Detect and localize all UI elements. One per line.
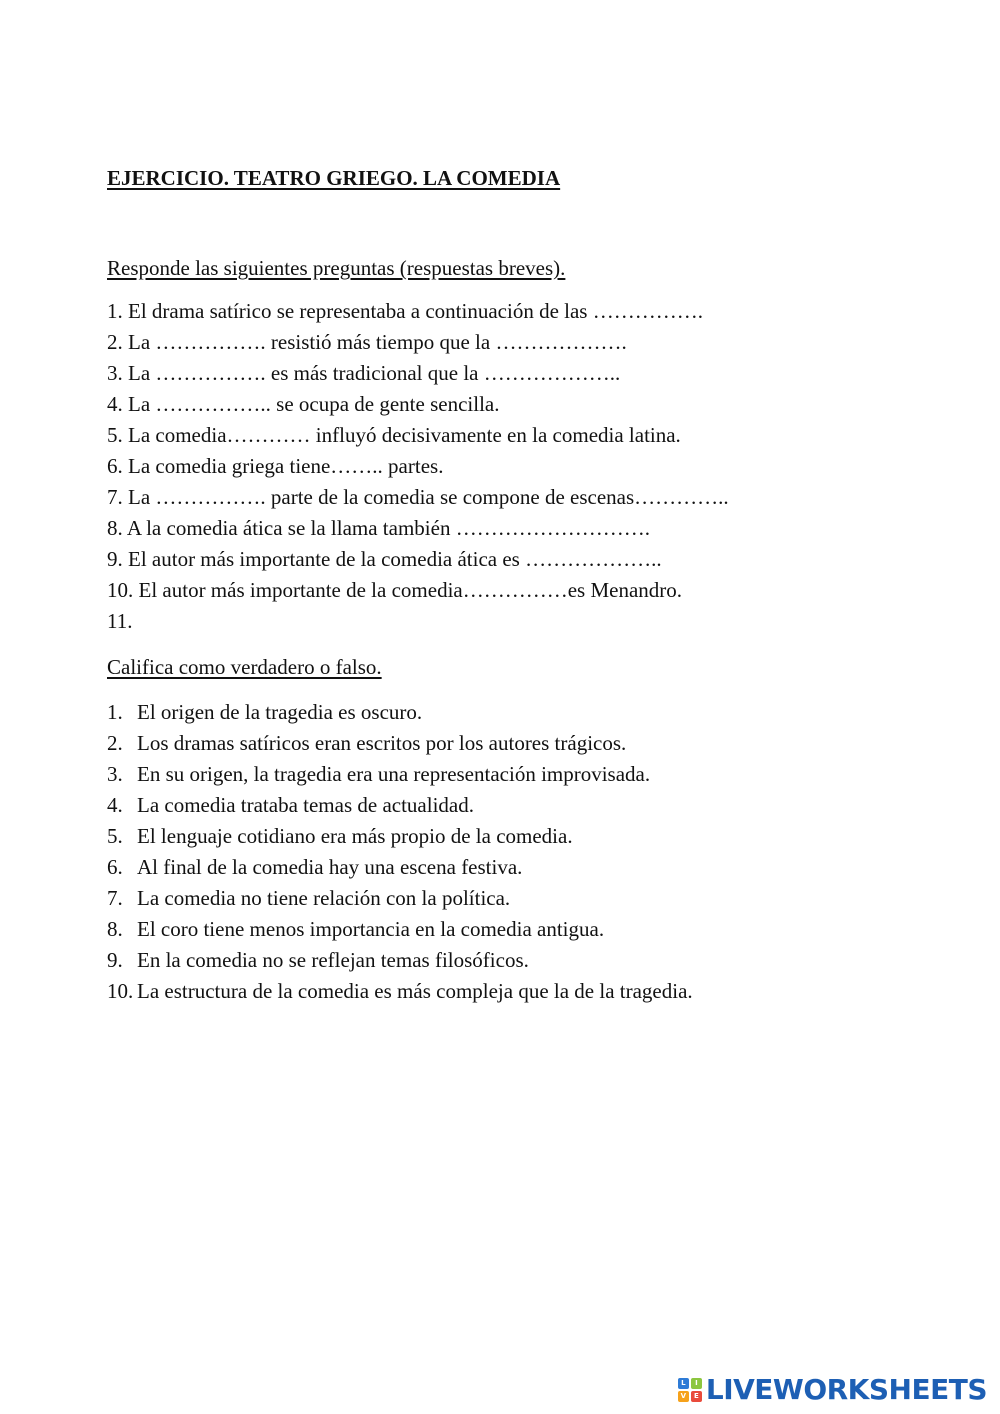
list-item <box>107 914 693 945</box>
item-number: 8. <box>107 917 123 941</box>
list-item: 4. La …………….. se ocupa de gente sencilla. <box>107 392 500 416</box>
liveworksheets-logo[interactable] <box>678 1373 987 1407</box>
section-heading-true-false: Califica como verdadero o falso. <box>107 655 382 679</box>
item-text: El lenguaje cotidiano era más propio de la comedia. <box>137 824 573 848</box>
item-number: 7. <box>107 886 123 910</box>
item-text: En su origen, la tragedia era una representación improvisada. <box>137 762 651 786</box>
list-item <box>107 883 693 914</box>
list-item: 9. El autor más importante de la comedia ática es ……………….. <box>107 547 662 571</box>
item-text: La comedia no tiene relación con la política. <box>137 886 511 910</box>
list-item: 10. El autor más importante de la comedia……………es Menandro. <box>107 578 683 602</box>
item-number: 3. <box>107 762 123 786</box>
item-number: 4. <box>107 793 123 817</box>
item-text: El coro tiene menos importancia en la comedia antigua. <box>137 917 605 941</box>
list-item <box>107 821 693 852</box>
list-item: 11. <box>107 609 133 633</box>
page-title: EJERCICIO. TEATRO GRIEGO. LA COMEDIA <box>107 166 561 190</box>
item-number: 9. <box>107 948 123 972</box>
logo-mark-tile: L <box>678 1378 689 1389</box>
item-number: 5. <box>107 824 123 848</box>
questions-list <box>107 296 729 637</box>
list-item <box>107 759 693 790</box>
list-item <box>107 976 693 1007</box>
list-item <box>107 728 693 759</box>
list-item <box>107 697 693 728</box>
logo-mark-tile: E <box>691 1391 702 1402</box>
item-number: 1. <box>107 700 123 724</box>
list-item <box>107 852 693 883</box>
item-text: La comedia trataba temas de actualidad. <box>137 793 474 817</box>
logo-mark-tile: V <box>678 1391 689 1402</box>
list-item: 3. La ……………. es más tradicional que la ……………….. <box>107 361 621 385</box>
list-item: 2. La ……………. resistió más tiempo que la ………………. <box>107 330 627 354</box>
item-text: La estructura de la comedia es más compleja que la de la tragedia. <box>137 979 693 1003</box>
list-item: 7. La ……………. parte de la comedia se compone de escenas………….. <box>107 485 729 509</box>
section-heading-questions: Responde las siguientes preguntas (respuestas breves). <box>107 256 566 280</box>
logo-text: LIVEWORKSHEETS <box>705 1373 987 1406</box>
list-item: 6. La comedia griega tiene…….. partes. <box>107 454 444 478</box>
list-item: 5. La comedia………… influyó decisivamente en la comedia latina. <box>107 423 681 447</box>
list-item <box>107 790 693 821</box>
item-number: 10. <box>107 979 134 1003</box>
item-number: 2. <box>107 731 123 755</box>
liveworksheets-logo-icon <box>678 1378 702 1402</box>
item-text: El origen de la tragedia es oscuro. <box>137 700 423 724</box>
item-text: En la comedia no se reflejan temas filosóficos. <box>137 948 529 972</box>
list-item: 1. El drama satírico se representaba a continuación de las ……………. <box>107 299 703 323</box>
item-text: Al final de la comedia hay una escena festiva. <box>137 855 523 879</box>
list-item <box>107 945 693 976</box>
item-text: Los dramas satíricos eran escritos por los autores trágicos. <box>137 731 627 755</box>
item-number: 6. <box>107 855 123 879</box>
logo-mark-tile: I <box>691 1378 702 1389</box>
true-false-list <box>107 697 693 1007</box>
list-item: 8. A la comedia ática se la llama también ………………………. <box>107 516 650 540</box>
